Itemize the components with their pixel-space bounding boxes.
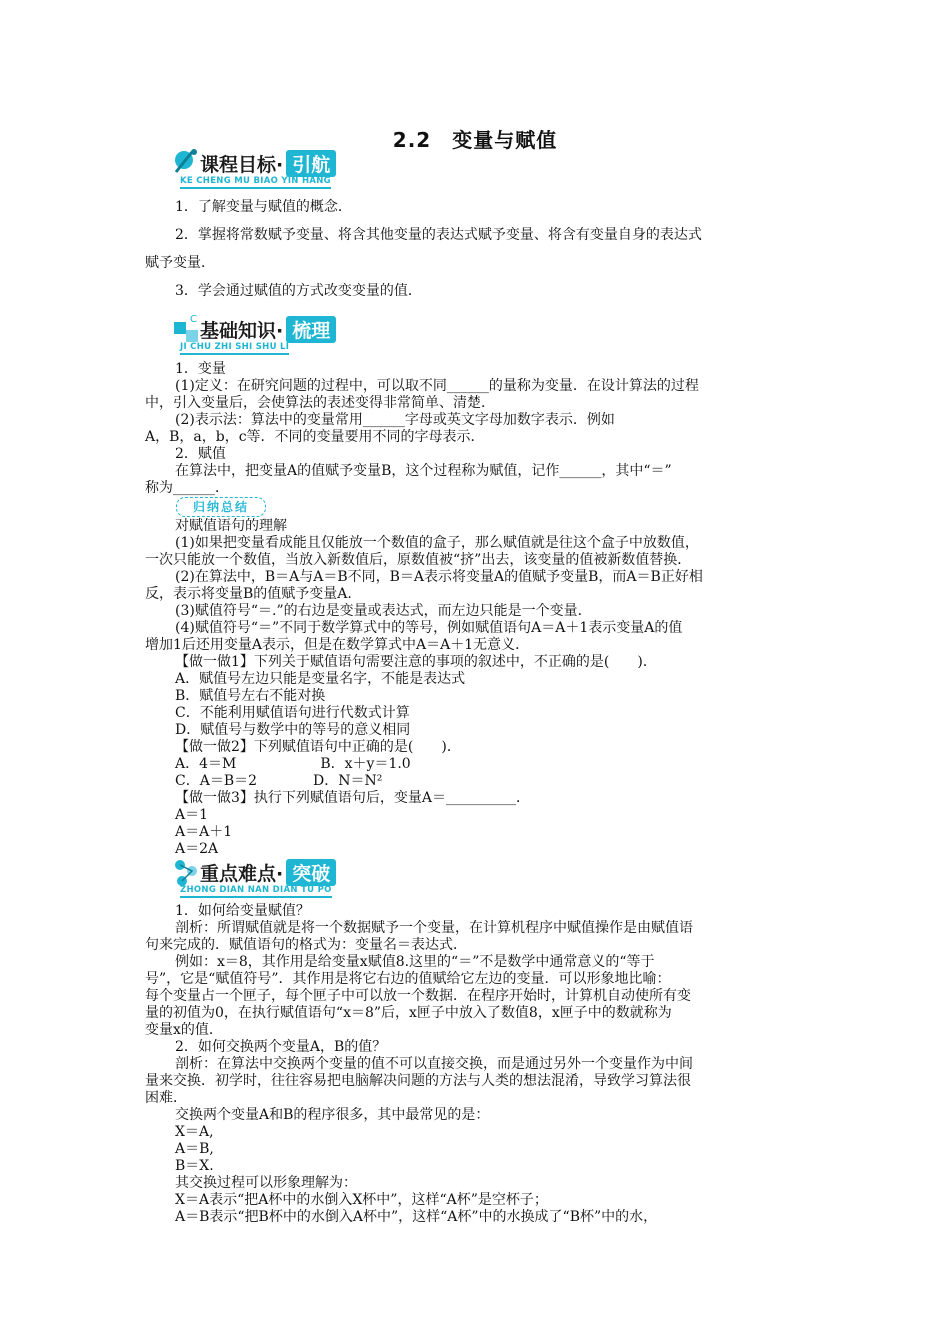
code-line: A＝1 — [175, 807, 209, 823]
goal-line: 3．学会通过赋值的方式改变变量的值． — [175, 283, 422, 299]
banner-title: 基础知识· — [200, 320, 284, 342]
banner-title: 重点难点· — [200, 863, 284, 885]
molecule-icon — [172, 855, 202, 889]
banner-pill: 梳理 — [286, 316, 336, 343]
text-line: 每个变量占一个匣子，每个匣子中可以放一个数据．在程序开始时，计算机自动使所有变 — [145, 988, 691, 1004]
code-line: A＝B, — [175, 1141, 214, 1157]
text-line: 2．赋值 — [175, 446, 226, 462]
code-line: X＝A, — [175, 1124, 214, 1140]
text-line: 例如：x＝8，其作用是给变量x赋值8.这里的“＝”不是数学中通常意义的“等于 — [175, 954, 655, 970]
satellite-icon — [172, 146, 202, 180]
banner-title: 课程目标· — [200, 154, 284, 176]
code-line: B＝X. — [175, 1158, 214, 1174]
banner-pill: 突破 — [286, 859, 336, 886]
text-line: A＝B表示“把B杯中的水倒入A杯中”，这样“A杯”中的水换成了“B杯”中的水， — [175, 1209, 658, 1225]
text-line: 困难． — [145, 1090, 187, 1106]
text-line: 对赋值语句的理解 — [175, 518, 287, 534]
goal-line: 2．掌握将常数赋予变量、将含其他变量的表达式赋予变量、将含有变量自身的表达式 — [175, 227, 702, 243]
text-line: 中，引入变量后，会使算法的表述变得非常简单、清楚． — [145, 395, 495, 411]
text-line: 2．如何交换两个变量A，B的值？ — [175, 1039, 387, 1055]
exercise-question: 【做一做2】下列赋值语句中正确的是( )． — [175, 739, 461, 755]
goal-line: 赋予变量． — [145, 255, 215, 271]
abc-blocks-icon — [172, 312, 202, 346]
goal-line: 1．了解变量与赋值的概念． — [175, 199, 352, 215]
text-line: 1．变量 — [175, 361, 226, 377]
text-line: 变量x的值． — [145, 1022, 223, 1038]
exercise-option: C．A＝B＝2 D．N＝N² — [175, 773, 383, 789]
text-line: 量来交换．初学时，往往容易把电脑解决问题的方法与人类的想法混淆，导致学习算法很 — [145, 1073, 691, 1089]
exercise-option: A．4＝M B．x＋y＝1.0 — [175, 756, 411, 772]
text-line: (3)赋值符号“＝.”的右边是变量或表达式，而左边只能是一个变量． — [175, 603, 592, 619]
banner-subtitle: ZHONG DIAN NAN DIAN TU PO — [180, 885, 332, 898]
banner-subtitle: KE CHENG MU BIAO YIN HANG — [180, 176, 331, 189]
text-line: 在算法中，把变量A的值赋予变量B，这个过程称为赋值，记作______，其中“＝” — [175, 463, 672, 479]
exercise-question: 【做一做1】下列关于赋值语句需要注意的事项的叙述中，不正确的是( )． — [175, 654, 657, 670]
text-line: (1)如果把变量看成能且仅能放一个数值的盒子，那么赋值就是往这个盒子中放数值， — [175, 535, 699, 551]
exercise-option: C．不能利用赋值语句进行代数式计算 — [175, 705, 410, 721]
text-line: (2)表示法：算法中的变量常用______字母或英文字母加数字表示．例如 — [175, 412, 615, 428]
text-line: 剖析：在算法中交换两个变量的值不可以直接交换，而是通过另外一个变量作为中间 — [175, 1056, 693, 1072]
text-line: 1．如何给变量赋值？ — [175, 903, 310, 919]
text-line: 增加1后还用变量A表示，但是在数学算式中A＝A＋1无意义． — [145, 637, 530, 653]
banner-pill: 引航 — [286, 150, 336, 177]
text-line: 剖析：所谓赋值就是将一个数据赋予一个变量，在计算机程序中赋值操作是由赋值语 — [175, 920, 693, 936]
code-line: A＝2A — [175, 841, 219, 857]
text-line: (2)在算法中，B＝A与A＝B不同，B＝A表示将变量A的值赋予变量B，而A＝B正好相 — [175, 569, 703, 585]
text-line: 反，表示将变量B的值赋予变量A. — [145, 586, 352, 602]
svg-text:C: C — [190, 314, 197, 325]
text-line: 其交换过程可以形象理解为： — [175, 1175, 357, 1191]
text-line: X＝A表示“把A杯中的水倒入X杯中”，这样“A杯”是空杯子； — [175, 1192, 548, 1208]
text-line: 一次只能放一个数值，当放入新数值后，原数值被“挤”出去，该变量的值被新数值替换． — [145, 552, 692, 568]
text-line: 称为______． — [145, 480, 229, 496]
banner-subtitle: JI CHU ZHI SHI SHU LI — [180, 342, 289, 355]
text-line: 量的初值为0，在执行赋值语句“x＝8”后，x匣子中放入了数值8，x匣子中的数就称为 — [145, 1005, 672, 1021]
code-line: A＝A＋1 — [175, 824, 233, 840]
exercise-question: 【做一做3】执行下列赋值语句后，变量A＝__________． — [175, 790, 531, 806]
exercise-option: A．赋值号左边只能是变量名字，不能是表达式 — [175, 671, 466, 687]
exercise-option: B．赋值号左右不能对换 — [175, 688, 326, 704]
text-line: (4)赋值符号“＝”不同于数学算式中的等号，例如赋值语句A＝A＋1表示变量A的值 — [175, 620, 683, 636]
exercise-option: D．赋值号与数学中的等号的意义相同 — [175, 722, 411, 738]
text-line: 交换两个变量A和B的程序很多，其中最常见的是： — [175, 1107, 490, 1123]
text-line: 号”，它是“赋值符号”．其作用是将它右边的值赋给它左边的变量．可以形象地比喻： — [145, 971, 671, 987]
summary-label: 归纳总结 — [176, 497, 266, 517]
text-line: A，B，a，b，c等．不同的变量要用不同的字母表示． — [145, 429, 485, 445]
text-line: (1)定义：在研究问题的过程中，可以取不同______的量称为变量．在设计算法的过程 — [175, 378, 699, 394]
page-title: 2.2 变量与赋值 — [392, 128, 558, 152]
text-line: 句来完成的．赋值语句的格式为：变量名＝表达式． — [145, 937, 467, 953]
